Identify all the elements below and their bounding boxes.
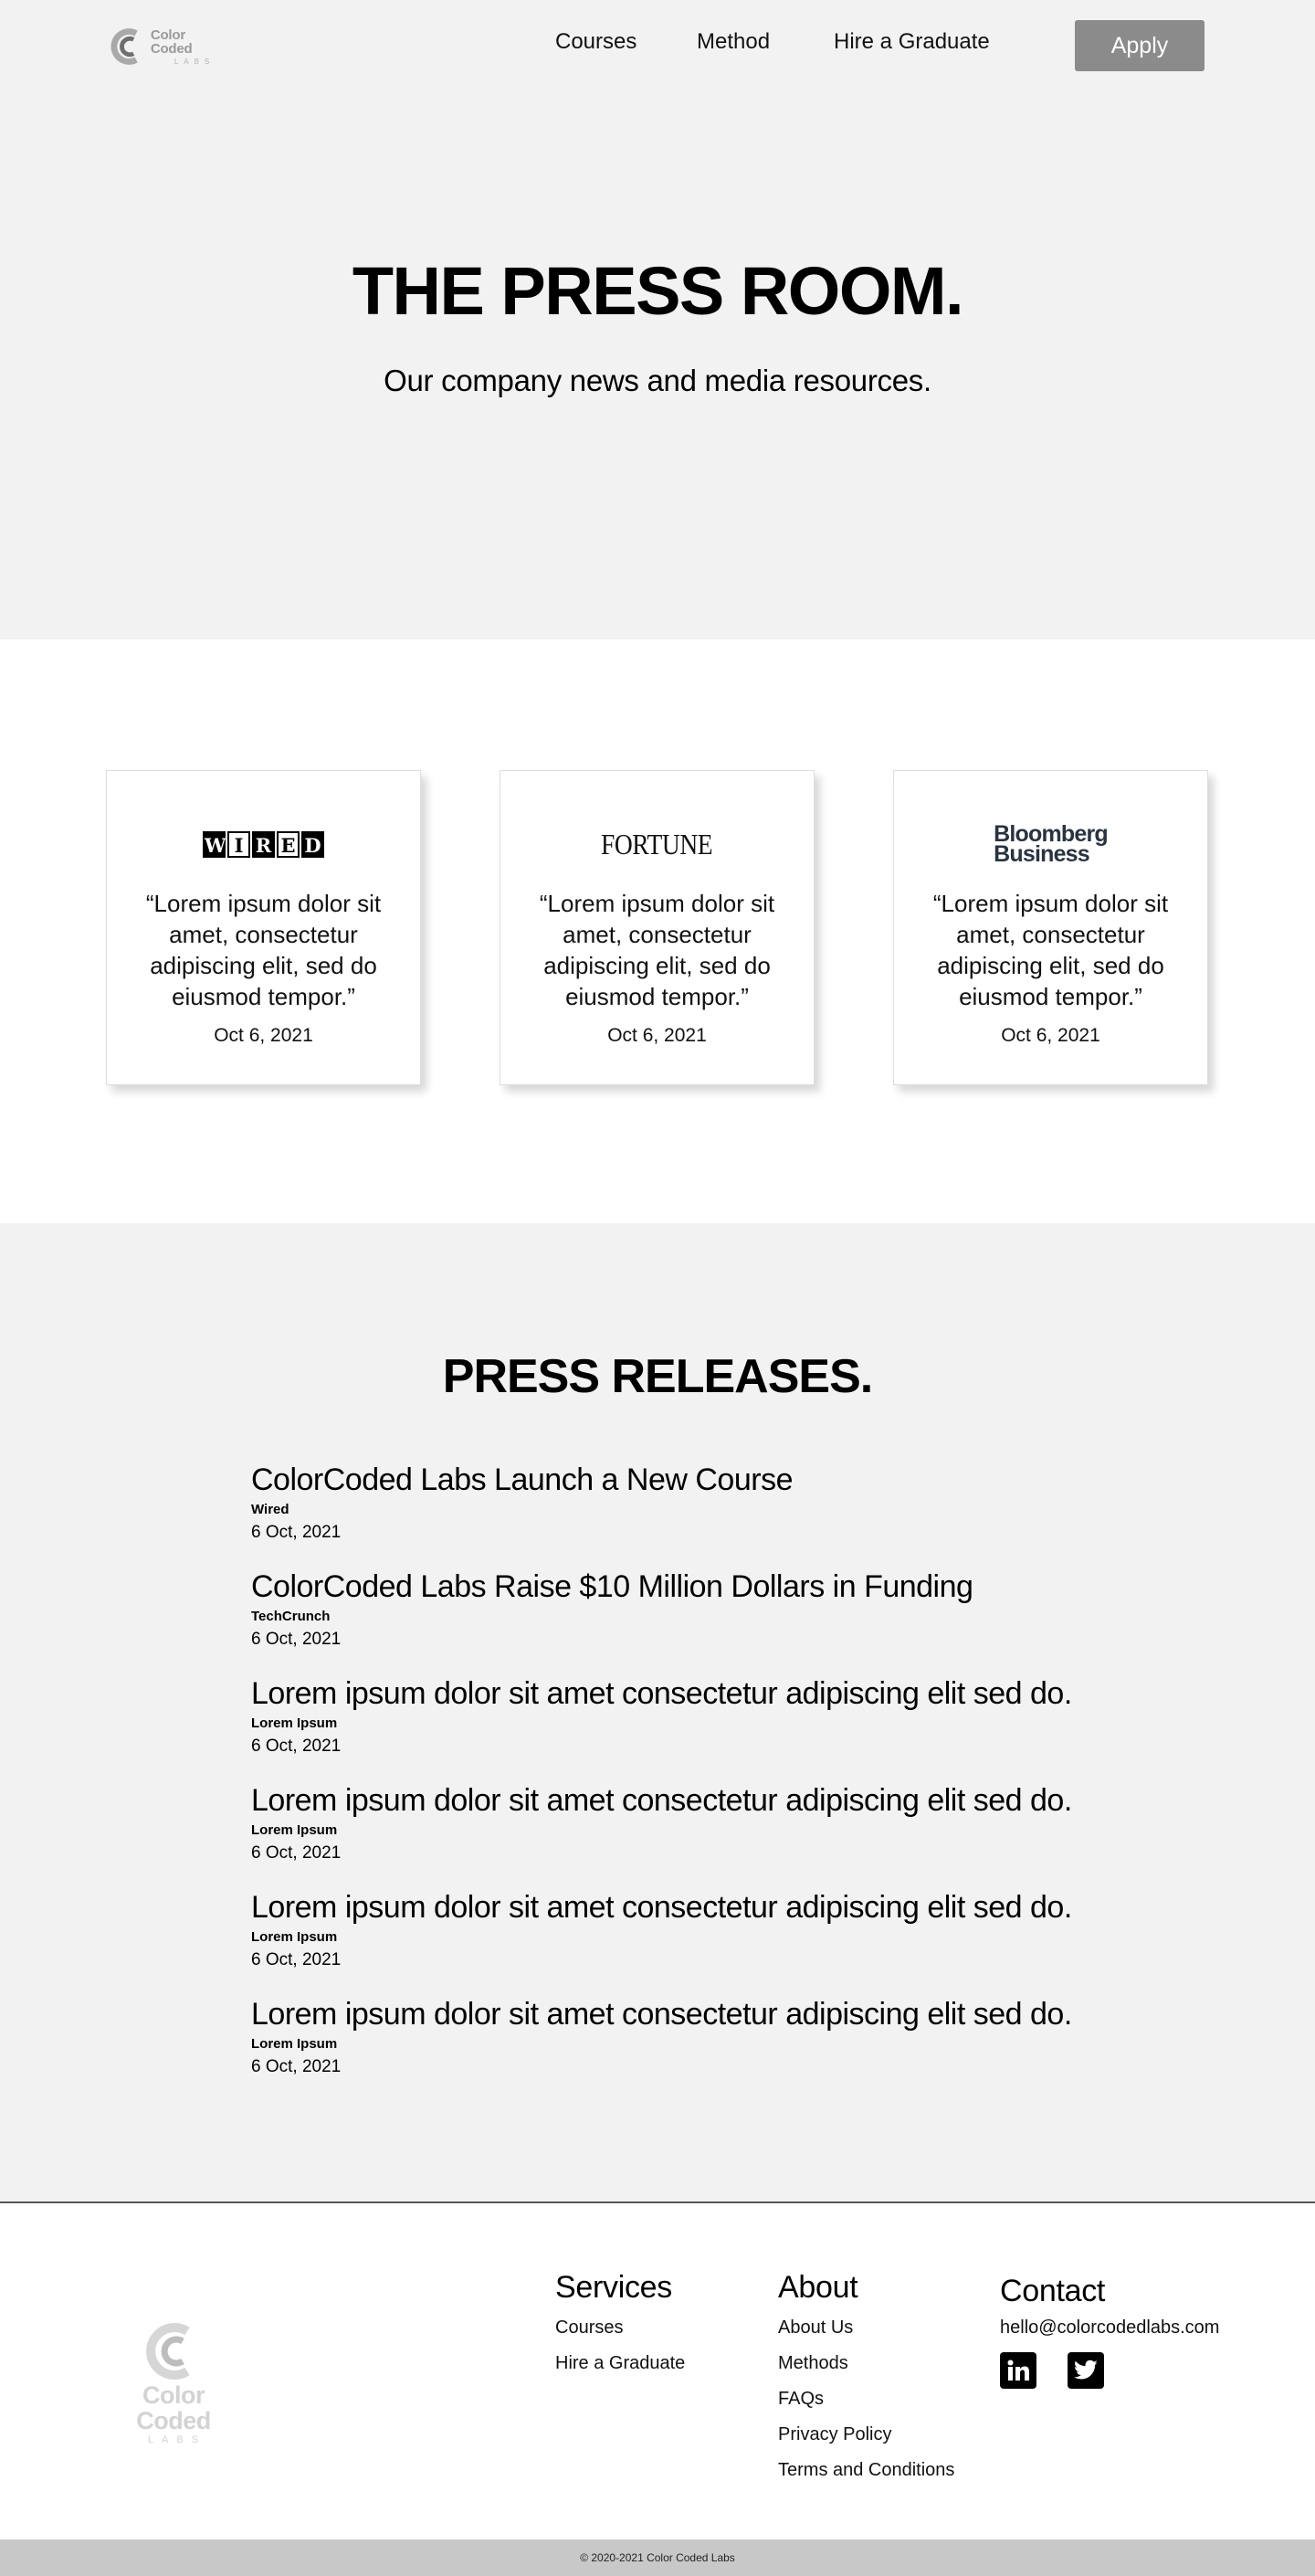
press-date: Oct 6, 2021	[214, 1025, 313, 1046]
nav-method-link[interactable]: Method	[697, 29, 771, 54]
contact-email-link[interactable]: hello@colorcodedlabs.com	[1000, 2317, 1220, 2338]
press-quote: “Lorem ipsum dolor sit amet, consectetur adipiscing elit, sed do eiusmod tempor.”	[145, 890, 382, 1010]
twitter-icon[interactable]	[1068, 2352, 1104, 2389]
footer-logo[interactable]	[110, 2320, 237, 2445]
page-title: THE PRESS ROOM.	[352, 253, 963, 329]
press-quotes-section	[0, 639, 1315, 1223]
release-title[interactable]: Lorem ipsum dolor sit amet consectetur adipiscing elit sed do.	[251, 1997, 1072, 2032]
release-title[interactable]: ColorCoded Labs Raise $10 Million Dollars in Funding	[251, 1569, 973, 1604]
footer-services-column	[555, 2269, 685, 2388]
release-source: Lorem Ipsum	[251, 1822, 338, 1838]
release-source: Lorem Ipsum	[251, 1929, 338, 1945]
logo-sub: LABS	[174, 57, 216, 66]
release-item[interactable]	[251, 1462, 1164, 1544]
press-card-fortune[interactable]	[500, 770, 815, 1085]
footer-link-terms[interactable]: Terms and Conditions	[778, 2460, 955, 2480]
copyright-bar	[0, 2539, 1315, 2576]
release-title[interactable]: Lorem ipsum dolor sit amet consectetur adipiscing elit sed do.	[251, 1890, 1072, 1925]
hero-section	[0, 0, 1315, 639]
footer-contact-heading: Contact	[1000, 2274, 1106, 2308]
footer-about-heading: About	[778, 2270, 858, 2305]
release-source: Lorem Ipsum	[251, 1716, 338, 1731]
press-releases-section	[0, 1223, 1315, 2203]
wired-logo: W I R E D	[107, 826, 420, 862]
release-date: 6 Oct, 2021	[251, 1737, 342, 1756]
release-item[interactable]	[251, 1889, 1164, 1971]
release-date: 6 Oct, 2021	[251, 1950, 342, 1969]
bloomberg-logo: Bloomberg Business	[994, 821, 1108, 867]
footer-contact-column	[1000, 2269, 1219, 2389]
release-source: Lorem Ipsum	[251, 2036, 338, 2052]
copyright-text: © 2020-2021 Color Coded Labs	[580, 2551, 735, 2564]
press-date: Oct 6, 2021	[1001, 1025, 1100, 1046]
press-card-bloomberg[interactable]	[893, 770, 1208, 1085]
press-quote: “Lorem ipsum dolor sit amet, consectetur adipiscing elit, sed do eiusmod tempor.”	[932, 890, 1169, 1010]
page-subtitle: Our company news and media resources.	[384, 364, 931, 397]
release-title[interactable]: Lorem ipsum dolor sit amet consectetur adipiscing elit sed do.	[251, 1783, 1072, 1818]
site-logo[interactable]	[110, 26, 228, 68]
release-item[interactable]	[251, 1996, 1164, 2078]
press-date: Oct 6, 2021	[607, 1025, 707, 1046]
footer-logo-sub: LABS	[147, 2434, 207, 2445]
logo-mark-icon	[110, 26, 145, 68]
linkedin-icon[interactable]	[1000, 2352, 1036, 2389]
apply-button[interactable]: Apply	[1075, 20, 1205, 71]
nav-hire-graduate-link[interactable]: Hire a Graduate	[834, 29, 990, 54]
release-source: TechCrunch	[251, 1609, 331, 1624]
release-title[interactable]: Lorem ipsum dolor sit amet consectetur adipiscing elit sed do.	[251, 1676, 1072, 1711]
footer-link-privacy-policy[interactable]: Privacy Policy	[778, 2424, 892, 2444]
release-item[interactable]	[251, 1568, 1164, 1651]
release-item[interactable]	[251, 1675, 1164, 1758]
release-date: 6 Oct, 2021	[251, 1523, 342, 1542]
release-title[interactable]: ColorCoded Labs Launch a New Course	[251, 1462, 793, 1497]
section-title: PRESS RELEASES.	[442, 1350, 873, 1403]
press-quote: “Lorem ipsum dolor sit amet, consectetur adipiscing elit, sed do eiusmod tempor.”	[539, 890, 775, 1010]
footer-link-about-us[interactable]: About Us	[778, 2317, 854, 2338]
release-date: 6 Oct, 2021	[251, 1630, 342, 1649]
fortune-logo: FORTUNE	[601, 827, 713, 860]
release-date: 6 Oct, 2021	[251, 2057, 342, 2076]
nav-courses-link[interactable]: Courses	[555, 29, 637, 54]
footer-link-faqs[interactable]: FAQs	[778, 2389, 825, 2409]
site-footer	[0, 2203, 1315, 2539]
release-item[interactable]	[251, 1782, 1164, 1864]
footer-link-hire-graduate[interactable]: Hire a Graduate	[555, 2353, 686, 2373]
press-card-wired[interactable]	[106, 770, 421, 1085]
footer-link-methods[interactable]: Methods	[778, 2353, 848, 2373]
logo-name: Color Coded	[150, 26, 193, 57]
social-links	[1000, 2352, 1219, 2389]
footer-about-column	[778, 2269, 954, 2495]
release-source: Wired	[251, 1502, 289, 1517]
release-date: 6 Oct, 2021	[251, 1843, 342, 1863]
footer-logo-name: Color Coded	[136, 2381, 211, 2434]
footer-services-heading: Services	[555, 2270, 672, 2305]
footer-link-courses[interactable]: Courses	[555, 2317, 624, 2338]
logo-mark-icon	[145, 2320, 202, 2382]
